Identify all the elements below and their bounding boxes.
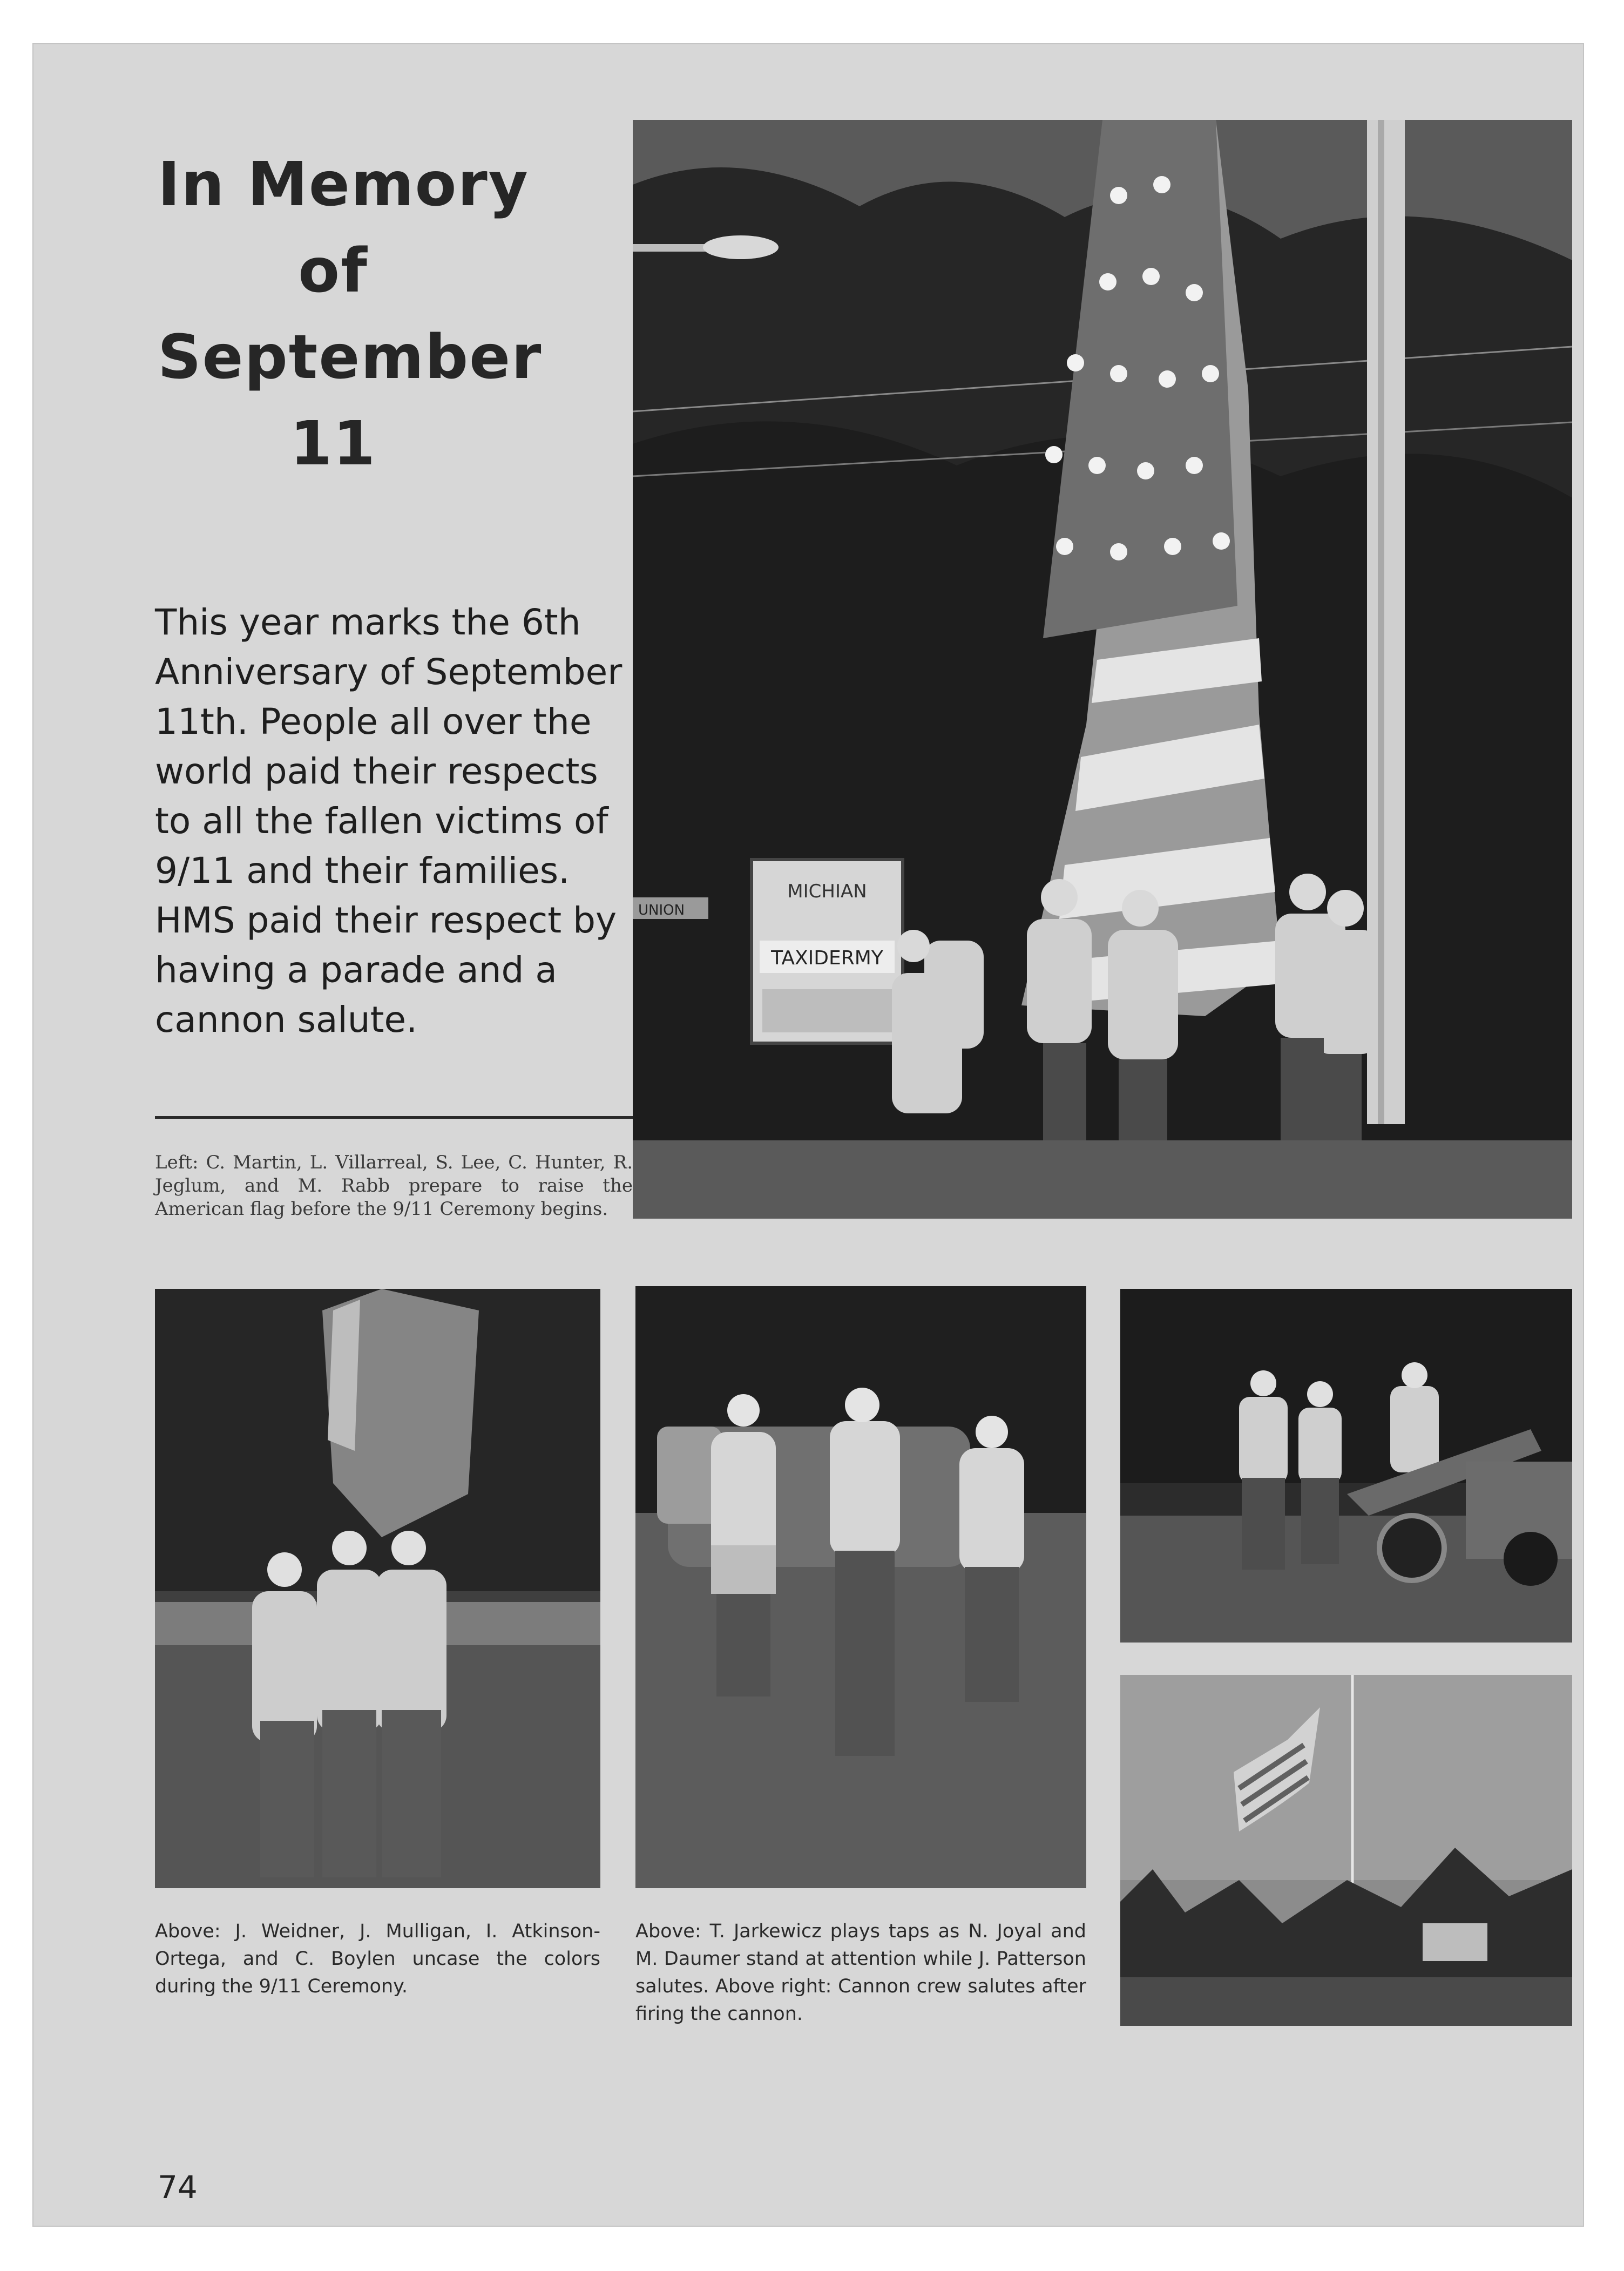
title-line-3: September: [158, 322, 543, 393]
flag-raising-caption: Left: C. Martin, L. Villarreal, S. Lee, C. Hunter, R. Jeglum, and M. Rabb prepare to raise the American flag before the 9/11 Ceremony begins.: [155, 1152, 633, 1220]
title-line-2: of: [298, 236, 368, 306]
yearbook-page: [32, 43, 1584, 2227]
sign-top-text: MICHIAN: [787, 881, 867, 902]
half-mast-flag-photo: [1120, 1675, 1572, 2026]
title-line-1: In Memory: [158, 150, 529, 220]
page-title: [158, 141, 543, 487]
title-line-4: 11: [290, 409, 376, 479]
sign-main-text: TAXIDERMY: [771, 947, 883, 969]
taps-photo-art: [635, 1286, 1086, 1888]
cannon-photo: [1120, 1289, 1572, 1643]
cannon-photo-art: [1120, 1289, 1572, 1643]
street-sign-text: UNION: [638, 902, 685, 918]
color-guard-caption: Above: J. Weidner, J. Mulligan, I. Atkinson-Ortega, and C. Boylen uncase the colors during the 9/11 Ceremony.: [155, 1921, 600, 1997]
taps-caption: Above: T. Jarkewicz plays taps as N. Joyal and M. Daumer stand at attention while J. Patterson salutes. Above right: Cannon crew salutes after firing the cannon.: [635, 1921, 1086, 2025]
flag-raising-photo: [633, 120, 1572, 1219]
divider-rule: [155, 1116, 633, 1119]
color-guard-photo: [155, 1289, 600, 1888]
page-number: 74: [158, 2169, 198, 2206]
half-mast-flag-photo-art: [1120, 1675, 1572, 2026]
flag-raising-photo-art: [633, 120, 1572, 1219]
intro-paragraph: This year marks the 6th Anniversary of September 11th. People all over the world paid their respects to all the fallen victims of 9/11 and their families. HMS paid their respect by having a parade and a cannon salute.: [155, 601, 622, 1040]
taps-photo: [635, 1286, 1086, 1888]
color-guard-photo-art: [155, 1289, 600, 1888]
